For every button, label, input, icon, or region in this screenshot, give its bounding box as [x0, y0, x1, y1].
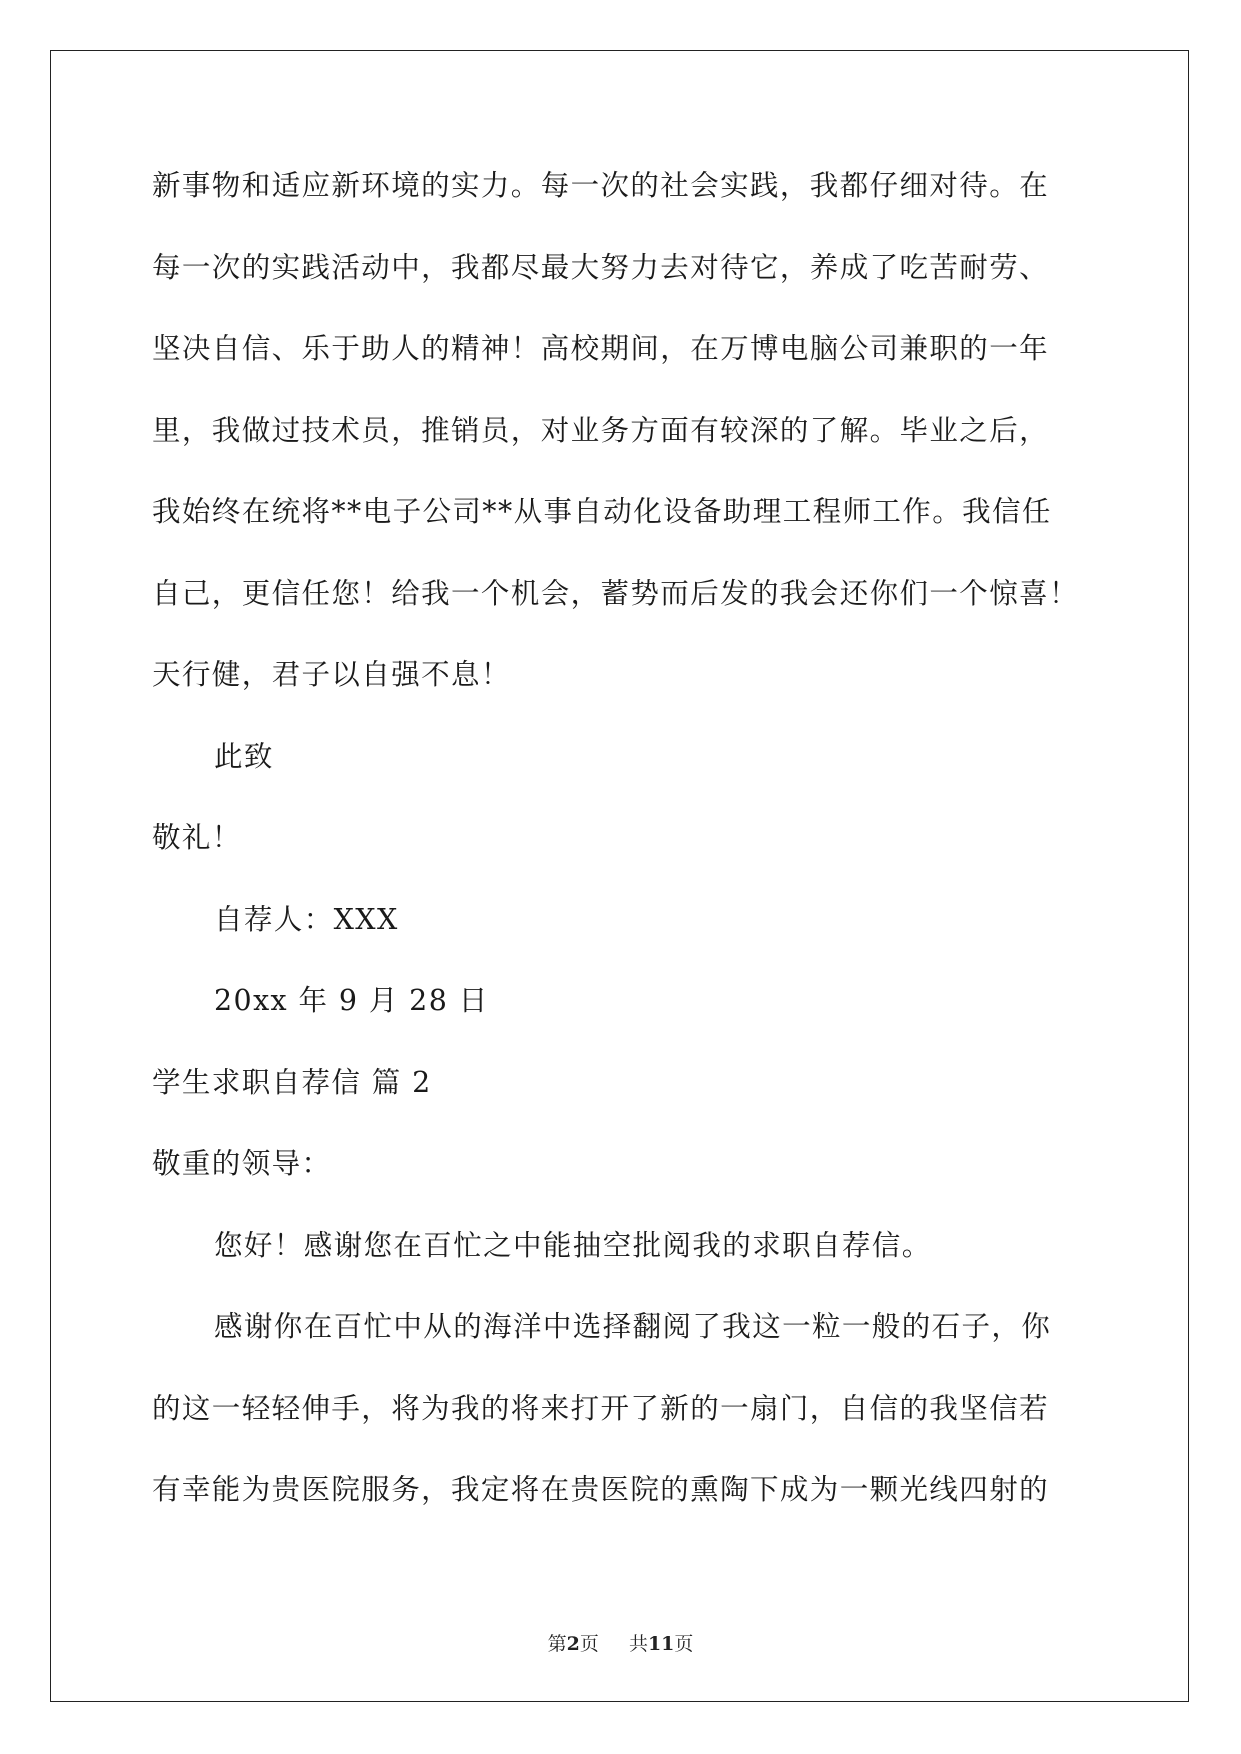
- signature-name: 自荐人：XXX: [214, 902, 399, 936]
- total-prefix: 共: [628, 1633, 648, 1655]
- text-line: 您好！感谢您在百忙之中能抽空批阅我的求职自荐信。: [214, 1228, 932, 1262]
- current-page: 2: [566, 1633, 580, 1655]
- signature-date: 20xx 年 9 月 28 日: [214, 984, 489, 1017]
- text-line: 坚决自信、乐于助人的精神！高校期间，在万博电脑公司兼职的一年: [152, 332, 1050, 365]
- page-total: [629, 1633, 693, 1655]
- text-line: 新事物和适应新环境的实力。每一次的社会实践，我都仔细对待。在: [152, 169, 1050, 202]
- text-line: 有幸能为贵医院服务，我定将在贵医院的熏陶下成为一颗光线四射的: [152, 1473, 1050, 1506]
- page-suffix: 页: [579, 1633, 599, 1655]
- section-heading: 学生求职自荐信 篇 2: [152, 1065, 432, 1099]
- page-footer: [0, 1629, 1241, 1656]
- total-suffix: 页: [674, 1633, 694, 1655]
- text-line: 每一次的实践活动中，我都尽最大努力去对待它，养成了吃苦耐劳、: [152, 250, 1050, 284]
- text-line: 里，我做过技术员，推销员，对业务方面有较深的了解。毕业之后，: [152, 413, 1050, 447]
- closing-salutation: 此致: [214, 739, 274, 773]
- text-line: 我始终在统将**电子公司**从事自动化设备助理工程师工作。我信任: [152, 495, 1052, 528]
- document-body: [152, 166, 1112, 1552]
- page-number: [548, 1633, 605, 1655]
- closing-regards: 敬礼！: [152, 821, 242, 854]
- total-pages: 11: [647, 1633, 675, 1655]
- text-line: 天行健，君子以自强不息！: [152, 658, 511, 691]
- text-line: 感谢你在百忙中从的海洋中选择翻阅了我这一粒一般的石子，你: [214, 1310, 1052, 1343]
- greeting: 敬重的领导：: [152, 1147, 332, 1180]
- text-line: 自己，更信任您！给我一个机会，蓄势而后发的我会还你们一个惊喜！: [152, 576, 1079, 610]
- page-prefix: 第: [547, 1633, 567, 1655]
- text-line: 的这一轻轻伸手，将为我的将来打开了新的一扇门，自信的我坚信若: [152, 1391, 1050, 1425]
